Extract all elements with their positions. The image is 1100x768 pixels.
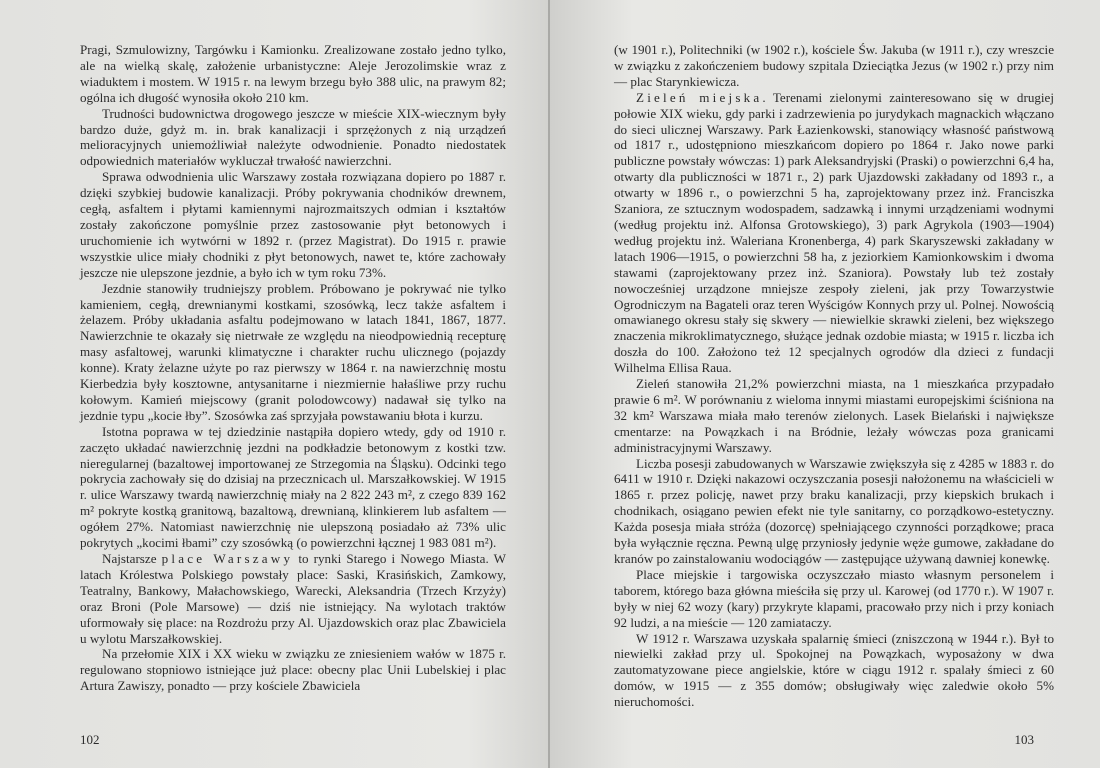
paragraph: Liczba posesji zabudowanych w Warszawie zwiększyła się z 4285 w 1883 r. do 6411 w 1910 r. Dzięki nakazowi oczyszczania posesji nałożonemu na właścicieli w 1865 r. przez policję, nawet przy braku kanalizacji, przy kiepskich brukach i chodnikach, osiągano pewien efekt nie tyle sanitarny, co porządkowo-estetyczny. Każda posesja miała stróża (dozorcę) spełniającego czynności porządkowe; praca była wyłącznie ręczna. Pewną ulgę przyniosły jedynie węże gumowe, zakładane do kranów po zainstalowaniu wodociągów — zastępujące używaną dawniej konewkę. xyxy=(614,455,1054,566)
right-page xyxy=(550,0,1100,768)
paragraph: Jezdnie stanowiły trudniejszy problem. Próbowano je pokrywać nie tylko kamieniem, cegłą, drewnianymi kostkami, szosówką, lecz także asfaltem i żelazem. Próby układania asfaltu podejmowano w latach 1841, 1867, 1877. Nawierzchnie te okazały się nietrwałe ze względu na nieodpowiednią recepturę masy asfaltowej, warunki klimatyczne i charakter ruchu ulicznego (pojazdy konne). Kraty żelazne użyte po raz pierwszy w 1864 r. na nawierzchnię mostu Kierbedzia były kosztowne, antysanitarne i niezmiernie hałaśliwe przy ruchu kołowym. Kamień miejscowy (granit polodowcowy) nadawał się tylko na jezdnie typu „kocie łby”. Szosówka zaś sprzyjała powstawaniu błota i kurzu. xyxy=(80,280,506,423)
paragraph: Istotna poprawa w tej dziedzinie nastąpiła dopiero wtedy, gdy od 1910 r. zaczęto układać nawierzchnię jezdni na podkładzie betonowym z kostki tzw. nieregularnej (bazaltowej importowanej ze Strzegomia na Śląsku). Odcinki tego pokrycia zachowały się do dzisiaj na przecznicach ul. Marszałkowskiej. W 1915 r. ulice Warszawy twardą nawierzchnię miały na 2 822 243 m², z czego 839 162 m² pokryte kostką granitową, bazaltową, drewnianą, klinkierem lub asfaltem — ogółem 27%. Natomiast nawierzchnię nie ulepszoną posiadało aż 73% ulic pokrytych „kocimi łbami” czy szosówką (o powierzchni łącznej 1 983 081 m²). xyxy=(80,423,506,551)
page-number: 102 xyxy=(80,732,100,747)
paragraph: Na przełomie XIX i XX wieku w związku ze zniesieniem wałów w 1875 r. regulowano stopniowo istniejące już place: obecny plac Unii Lubelskiej i plac Artura Zawiszy, ponadto — przy kościele Zbawiciela xyxy=(80,646,506,694)
paragraph: (w 1901 r.), Politechniki (w 1902 r.), kościele Św. Jakuba (w 1911 r.), czy wreszcie w związku z zakończeniem budowy szpitala Dzieciątka Jezus (w 1902 r.) przy nim — plac Starynkiewicza. xyxy=(614,42,1054,89)
spaced-heading: place Warszawy xyxy=(161,551,294,566)
spaced-heading: Zieleń miejska xyxy=(636,89,763,105)
paragraph: Najstarsze place Warszawy to rynki Starego i Nowego Miasta. W latach Królestwa Polskiego powstały place: Saski, Krasińskich, Zamkowy, Teatralny, Bankowy, Małachowskiego, Warecki, Aleksandria (Trzech Krzyży) oraz Broni (Pole Marsowe) — dziś nie istniejący. Na wylotach traktów uformowały się place: na Rozdrożu przy Al. Ujazdowskich oraz plac Zbawiciela u wylotu Marszałkowskiej. xyxy=(80,551,506,646)
paragraph: Zieleń miejska. Terenami zielonymi zainteresowano się w drugiej połowie XIX wieku, gdy parki i zadrzewienia po jurydykach magnackich włączano do sieci ulicznej Warszawy. Park Łazienkowski, stanowiący własność państwową od 1817 r., udostępniono mieszkańcom dopiero po 1864 r. Jako nowe parki publiczne powstały wówczas: 1) park Aleksandryjski (Praski) o powierzchni 6,4 ha, otwarty dla publiczności w 1871 r., 2) park Ujazdowski zakładany od 1893 r., a otwarty w 1896 r., o powierzchni 5 ha, zaprojektowany przez inż. Franciszka Szaniora, ze sztucznym wodospadem, sadzawką i innymi urządzeniami wodnymi (według projektu inż. Alfonsa Grotowskiego), 3) park Agrykola (1903—1904) według projektu inż. Waleriana Kronenberga, 4) park Skaryszewski zakładany w latach 1906—1915, o powierzchni 58 ha, z jeziorkiem Kamionkowskim i dwoma stawami (zaprojektowany przez inż. Szaniora). Powstały lub też zostały nowocześniej urządzone mniejsze zespoły zieleni, jak przy Towarzystwie Ogrodniczym na Bagateli oraz teren Wyścigów Konnych przy ul. Polnej. Nowością omawianego okresu stały się skwery — niewielkie skrawki zieleni, bez większego znaczenia mikroklimatycznego, służące jednak ozdobie miasta; w 1915 r. liczba ich doszła do 100. Założono też 12 specjalnych ogrodów dla dzieci z fundacji Wilhelma Ellisa Raua. xyxy=(614,89,1055,376)
page-number: 103 xyxy=(1014,732,1034,747)
paragraph: Trudności budownictwa drogowego jeszcze w mieście XIX-wiecznym były bardzo duże, gdyż m. in. brak kanalizacji i sprzężonych z nią urządzeń melioracyjnych uniemożliwiał należyte odwodnienie. Ponadto niedostatek odpowiednich materiałów wykluczał trwałość nawierzchni. xyxy=(80,105,506,169)
paragraph: Place miejskie i targowiska oczyszczało miasto własnym personelem i taborem, którego baza główna mieściła się przy ul. Karowej (od 1770 r.). W 1907 r. były w niej 62 wozy (kary) przykryte klapami, pracowało przy nich i przy koniach 92 ludzi, a na mieście — 120 zamiataczy. xyxy=(614,566,1054,630)
paragraph: Pragi, Szmulowizny, Targówku i Kamionku. Zrealizowane zostało jedno tylko, ale na wielką skalę, założenie urbanistyczne: Aleje Jerozolimskie wraz z wiaduktem i mostem. W 1915 r. na lewym brzegu było 388 ulic, na prawym 82; ogólna ich długość wynosiła około 210 km. xyxy=(80,42,506,105)
paragraph: W 1912 r. Warszawa uzyskała spalarnię śmieci (zniszczoną w 1944 r.). Był to niewielki zakład przy ul. Spokojnej na Powązkach, wyposażony w dwa zautomatyzowane piece angielskie, które w ciągu 1912 r. spalały śmieci z 60 domów, w 1915 — z 355 domów; obsługiwały więc zaledwie około 5% nieruchomości. xyxy=(614,630,1054,710)
left-page-text xyxy=(80,42,506,694)
paragraph: Sprawa odwodnienia ulic Warszawy została rozwiązana dopiero po 1887 r. dzięki szybkiej budowie kanalizacji. Próby pokrywania chodników drewnem, cegłą, asfaltem i płytami kamiennymi najrozmaitszych odmian i kształtów zostały zakończone pomyślnie przez zastosowanie płyt betonowych i uruchomienie ich wytwórni w 1892 r. (przez Magistrat). Do 1915 r. prawie wszystkie ulice miały chodniki z płyt betonowych, nawet te, które zachowały jeszcze nie ulepszone jezdnie, a było ich w tym roku 73%. xyxy=(80,169,506,280)
paragraph: Zieleń stanowiła 21,2% powierzchni miasta, na 1 mieszkańca przypadało prawie 6 m². W porównaniu z wieloma innymi miastami europejskimi ściśniona na 32 km² Warszawa miała mało terenów zielonych. Lasek Bielański i największe cmentarze: na Powązkach i na Bródnie, leżały wówczas poza granicami administracyjnymi Warszawy. xyxy=(614,376,1054,455)
right-page-text xyxy=(614,42,1054,710)
